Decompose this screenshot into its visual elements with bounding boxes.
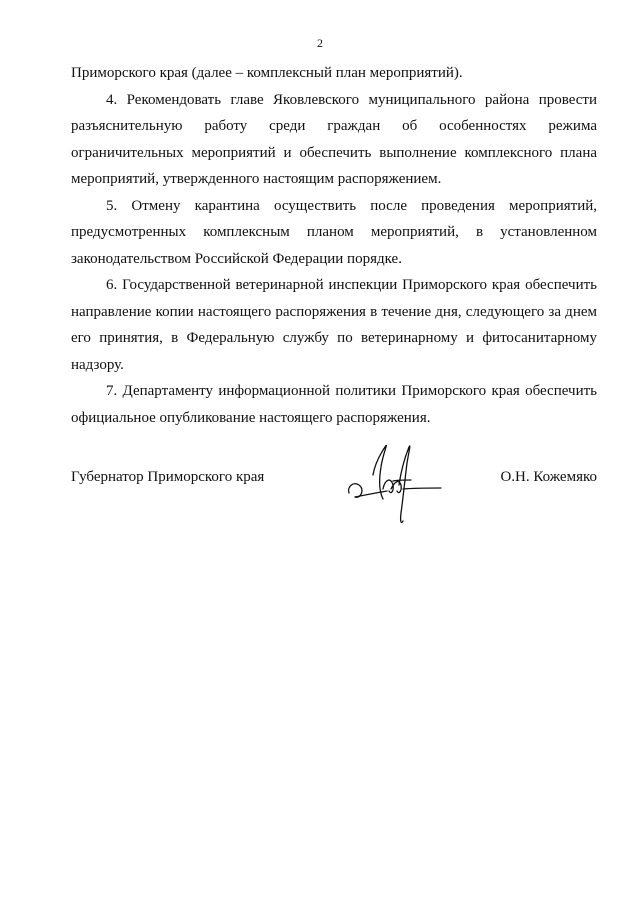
paragraph-item-6: 6. Государственной ветеринарной инспекции Приморского края обеспечить направление копии настоящего распоряжения в течение дня, следующего за днем его принятия, в Федеральную службу по ветеринарному и фитосанитарному надзору. xyxy=(71,277,597,373)
paragraph-item-4: 4. Рекомендовать главе Яковлевского муниципального района провести разъяснительную работу среди граждан об особенностях режима ограничительных мероприятий и обеспечить выполнение комплексного плана мероприятий, утвержденного настоящим распоряжением. xyxy=(71,91,597,187)
signatory-position: Губернатор Приморского края xyxy=(71,469,265,485)
page-number: 2 xyxy=(317,36,323,50)
paragraph-item-5: 5. Отмену карантина осуществить после проведения мероприятий, предусмотренных комплексным планом мероприятий, в установленном законодательством Российской Федерации порядке. xyxy=(71,197,597,267)
document-body xyxy=(71,60,597,431)
signatory-name: О.Н. Кожемяко xyxy=(500,469,597,485)
paragraph-item-7: 7. Департаменту информационной политики Приморского края обеспечить официальное опубликование настоящего распоряжения. xyxy=(71,383,597,426)
signature-block xyxy=(71,464,597,494)
paragraph-continuation: Приморского края (далее – комплексный план мероприятий). xyxy=(71,65,463,81)
handwritten-signature xyxy=(345,433,445,533)
